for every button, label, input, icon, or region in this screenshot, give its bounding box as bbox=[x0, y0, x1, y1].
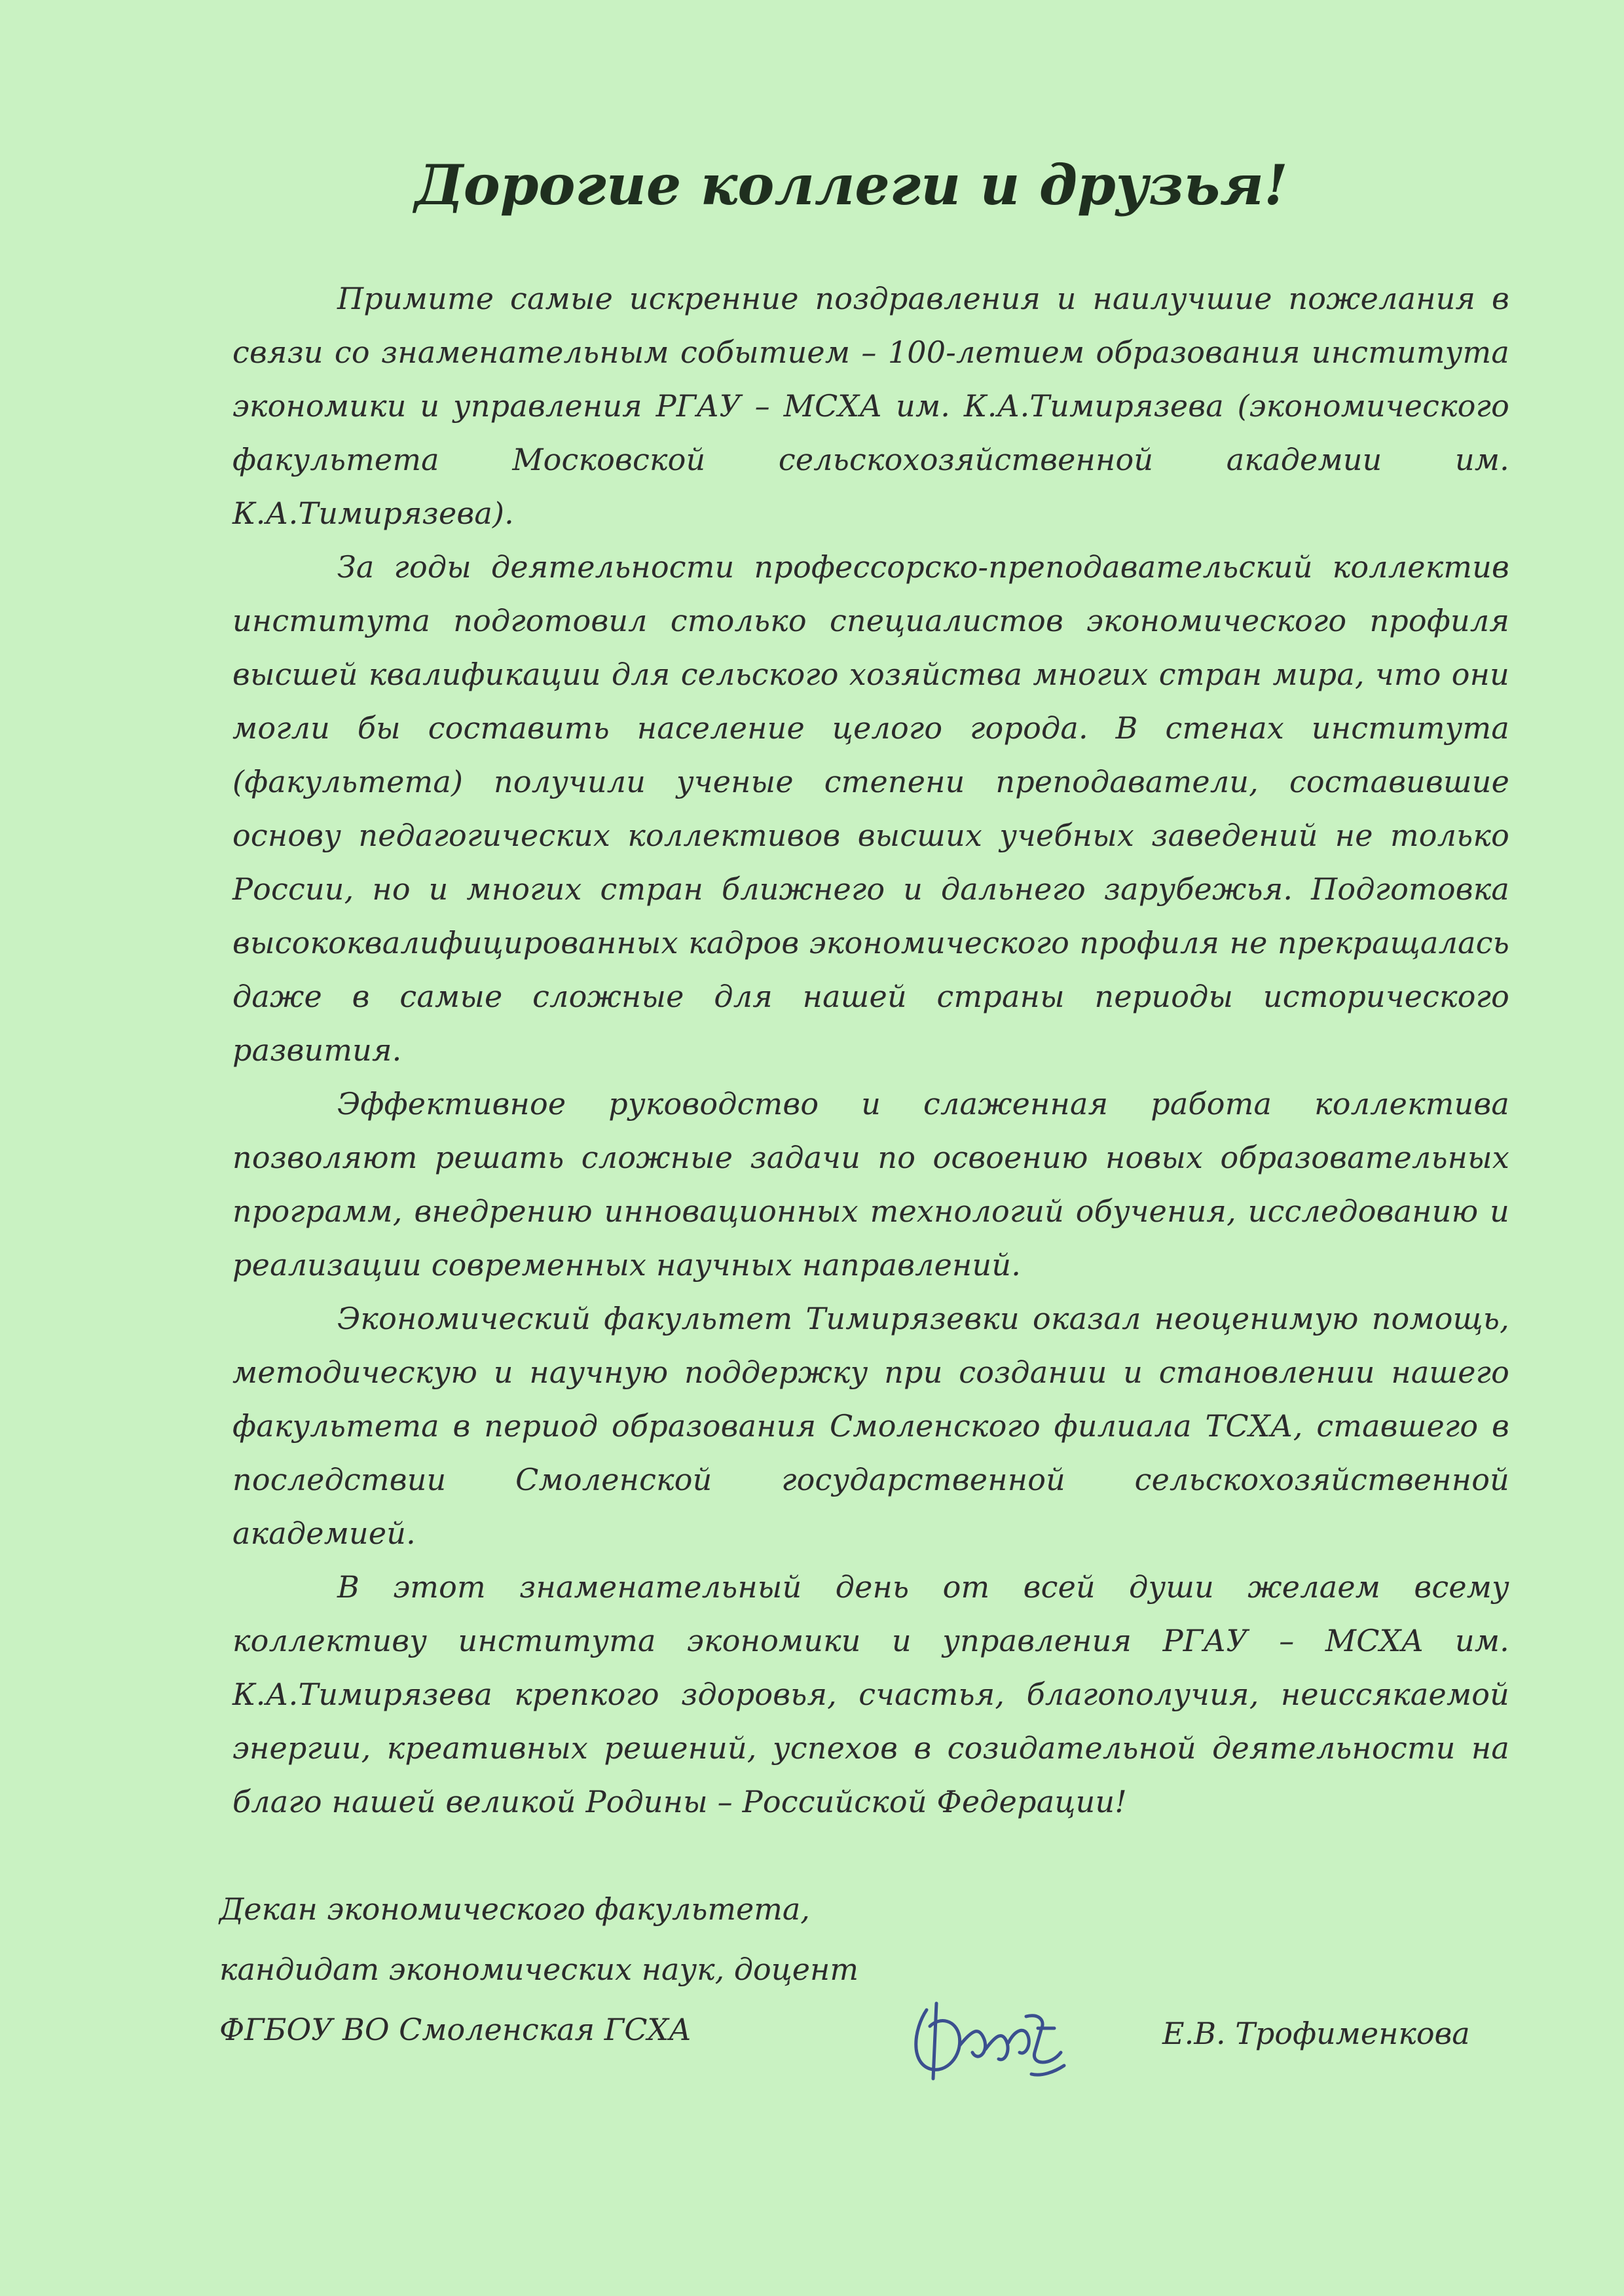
paragraph-1: Примите самые искренние поздравления и наилучшие пожелания в связи со знаменательным событием – 100-летием образования института экономики и управления РГАУ – МСХА им. К.А.Тимирязева (экономического факультета Московской сельскохозяйственной академии им. К.А.Тимирязева). bbox=[232, 281, 1509, 531]
signatory-line-3: ФГБОУ ВО Смоленская ГСХА bbox=[219, 2012, 692, 2047]
signatory-line-1: Декан экономического факультета, bbox=[219, 1891, 810, 1927]
signer-name: Е.В. Трофименкова bbox=[1162, 2016, 1470, 2051]
letter-title: Дорогие коллеги и друзья! bbox=[415, 153, 1288, 217]
letter-body bbox=[232, 272, 1509, 1829]
paragraph-5: В этот знаменательный день от всей души желаем всему коллективу института экономики и управления РГАУ – МСХА им. К.А.Тимирязева крепкого здоровья, счастья, благополучия, неиссякаемой энергии, креативных решений, успехов в созидательной деятельности на благо нашей великой Родины – Российской Федерации! bbox=[232, 1569, 1509, 1819]
paragraph-4: Экономический факультет Тимирязевки оказал неоценимую помощь, методическую и научную поддержку при создании и становлении нашего факультета в период образования Смоленского филиала ТСХА, ставшего в последствии Смоленской государственной сельскохозяйственной академией. bbox=[232, 1301, 1509, 1551]
signatory-position bbox=[219, 1879, 940, 2060]
handwritten-signature-icon bbox=[900, 1990, 1077, 2088]
paragraph-2: За годы деятельности профессорско-преподавательский коллектив института подготовил столько специалистов экономического профиля высшей квалификации для сельского хозяйства многих стран мира, что они могли бы составить население целого города. В стенах института (факультета) получили ученые степени преподаватели, составившие основу педагогических коллективов высших учебных заведений не только России, но и многих стран ближнего и дальнего зарубежья. Подготовка высококвалифицированных кадров экономического профиля не прекращалась даже в самые сложные для нашей страны периоды исторического развития. bbox=[232, 549, 1509, 1068]
signatory-line-2: кандидат экономических наук, доцент bbox=[219, 1952, 858, 1987]
paragraph-3: Эффективное руководство и слаженная работа коллектива позволяют решать сложные задачи по освоению новых образовательных программ, внедрению инновационных технологий обучения, исследованию и реализации современных научных направлений. bbox=[232, 1086, 1509, 1283]
